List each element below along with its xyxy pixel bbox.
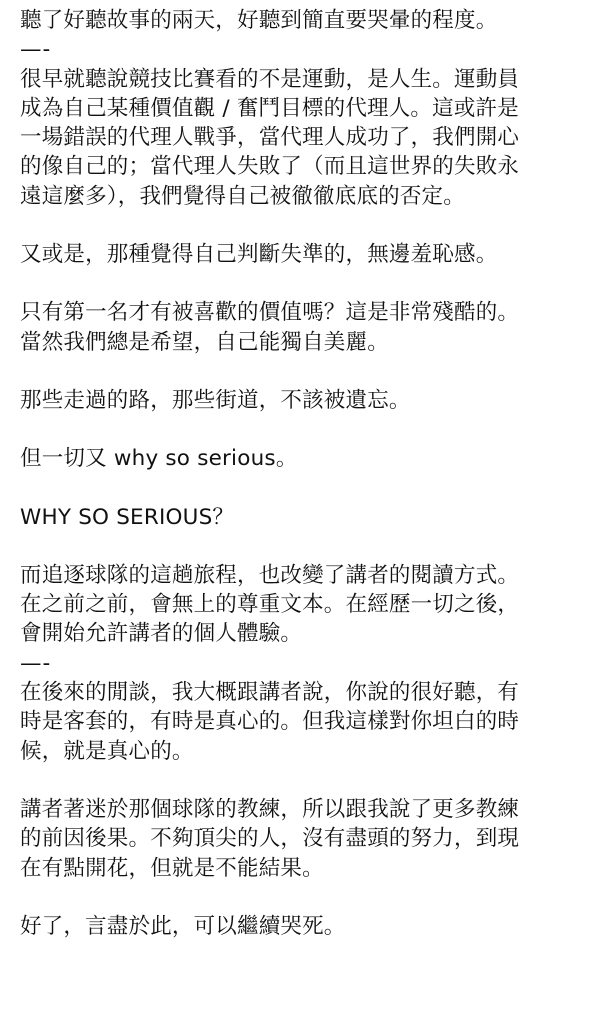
paragraph-reading-method: 而追逐球隊的這趟旅程，也改變了講者的閱讀方式。 在之前之前，會無上的尊重文本。在經歷一切之後， 會開始允許講者的個人體驗。 — [20, 562, 520, 647]
section-divider: —- — [20, 650, 52, 676]
section-divider: —- — [20, 37, 52, 63]
paragraph-sincerity: 在後來的閒談，我大概跟講者說，你說的很好聽，有 時是客套的，有時是真心的。但我這樣對你坦白的時 候，就是真心的。 — [20, 680, 520, 764]
paragraph-coach: 講者著迷於那個球隊的教練，所以跟我說了更多教練 的前因後果。不夠頂尖的人，沒有盡頭的努力，到現 在有點開花，但就是不能結果。 — [20, 796, 520, 881]
paragraph-streets: 那些走過的路，那些街道，不該被遺忘。 — [20, 387, 411, 413]
paragraph-first-place: 只有第一名才有被喜歡的價值嗎？這是非常殘酷的。 當然我們總是希望，自己能獨自美麗。 — [20, 300, 520, 355]
paragraph-intro: 聽了好聽故事的兩天，好聽到簡直要哭暈的程度。 — [20, 8, 498, 33]
paragraph-closing: 好了，言盡於此，可以繼續哭死。 — [20, 913, 346, 939]
paragraph-proxy-war: 很早就聽說競技比賽看的不是運動，是人生。運動員 成為自己某種價值觀 / 奮鬥目標的代理人。這或許是 一場錯誤的代理人戰爭，當代理人成功了，我們開心 的像自己的；當代理人失敗了（而且這世界的失敗永 遠這麼多），我們覺得自己被徹徹底底的否定。 — [20, 66, 520, 209]
paragraph-why-so-serious-caps: WHY SO SERIOUS？ — [20, 504, 235, 530]
paragraph-shame: 又或是，那種覺得自己判斷失準的，無邊羞恥感。 — [20, 242, 498, 268]
paragraph-why-so-serious: 但一切又 why so serious。 — [20, 446, 298, 472]
